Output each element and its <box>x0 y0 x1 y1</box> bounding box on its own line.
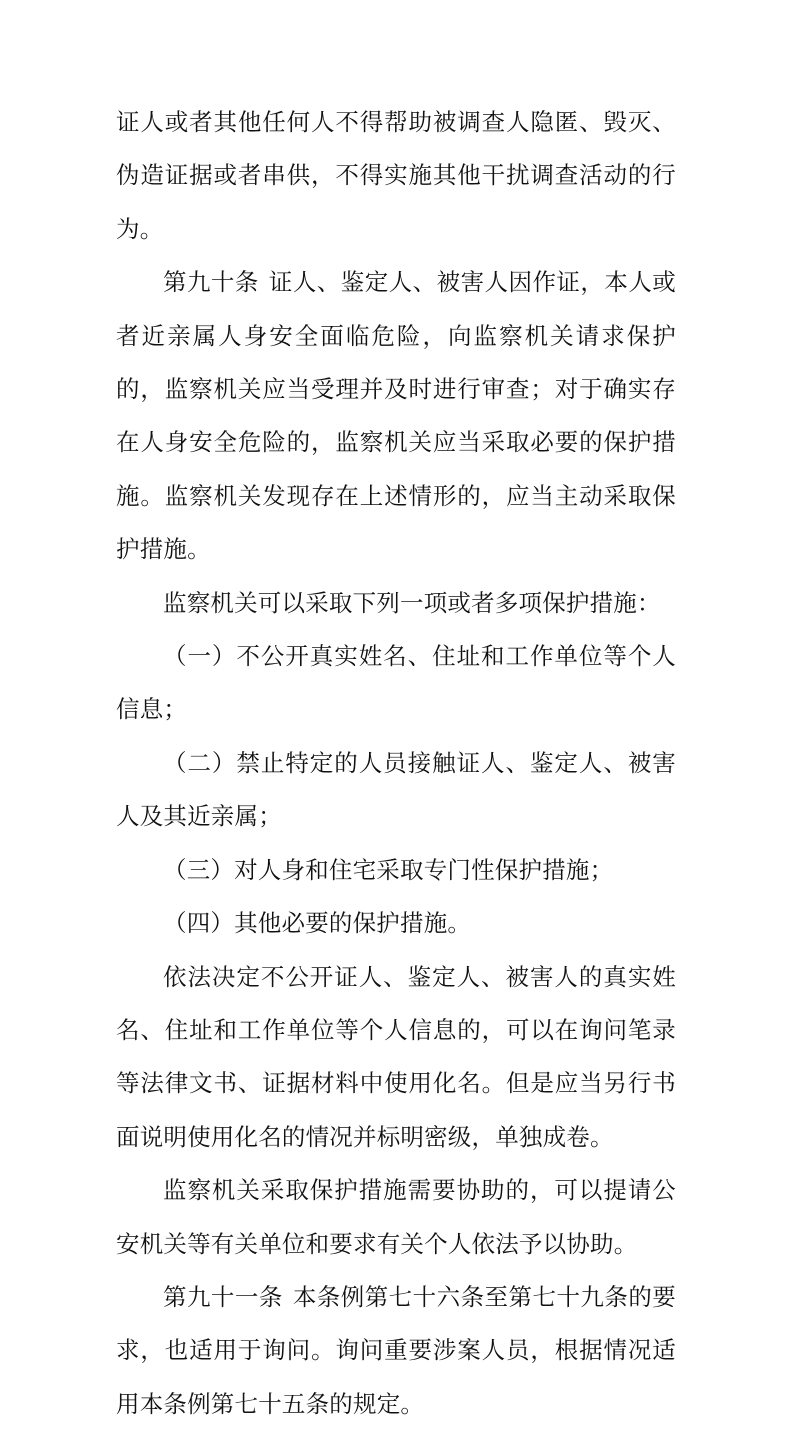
paragraph <box>116 96 676 256</box>
paragraph-text: 监察机关可以采取下列一项或者多项保护措施： <box>163 588 661 617</box>
list-item <box>116 630 676 737</box>
paragraph-text: 证人或者其他任何人不得帮助被调查人隐匿、毁灭、伪造证据或者串供，不得实施其他干扰调查活动的行为。 <box>116 108 676 243</box>
article-91 <box>116 1271 676 1431</box>
paragraph <box>116 951 676 1165</box>
paragraph-text: （三）对人身和住宅采取专门性保护措施； <box>163 855 614 884</box>
paragraph-text: 依法决定不公开证人、鉴定人、被害人的真实姓名、住址和工作单位等个人信息的，可以在询问笔录等法律文书、证据材料中使用化名。但是应当另行书面说明使用化名的情况并标明密级，单独成卷。 <box>116 962 676 1151</box>
paragraph-text: 证人、鉴定人、被害人因作证，本人或者近亲属人身安全面临危险，向监察机关请求保护的，监察机关应当受理并及时进行审查；对于确实存在人身安全危险的，监察机关应当采取必要的保护措施。监察机关发现存在上述情形的，应当主动采取保护措施。 <box>116 268 676 564</box>
article-number: 第九十一条 <box>163 1282 283 1311</box>
list-item <box>116 737 676 844</box>
article-90 <box>116 256 676 576</box>
paragraph <box>116 1164 676 1271</box>
paragraph-text: 本条例第七十六条至第七十九条的要求，也适用于询问。询问重要涉案人员，根据情况适用本条例第七十五条的规定。 <box>116 1282 677 1418</box>
list-item <box>116 897 676 950</box>
document-body <box>116 96 676 1431</box>
paragraph <box>116 577 676 630</box>
list-item <box>116 844 676 897</box>
paragraph-text: （四）其他必要的保护措施。 <box>163 909 472 938</box>
article-number: 第九十条 <box>163 268 259 297</box>
paragraph-text: （一）不公开真实姓名、住址和工作单位等个人信息； <box>116 642 676 724</box>
paragraph-text: 监察机关采取保护措施需要协助的，可以提请公安机关等有关单位和要求有关个人依法予以协助。 <box>116 1176 676 1258</box>
paragraph-text: （二）禁止特定的人员接触证人、鉴定人、被害人及其近亲属； <box>116 748 676 831</box>
